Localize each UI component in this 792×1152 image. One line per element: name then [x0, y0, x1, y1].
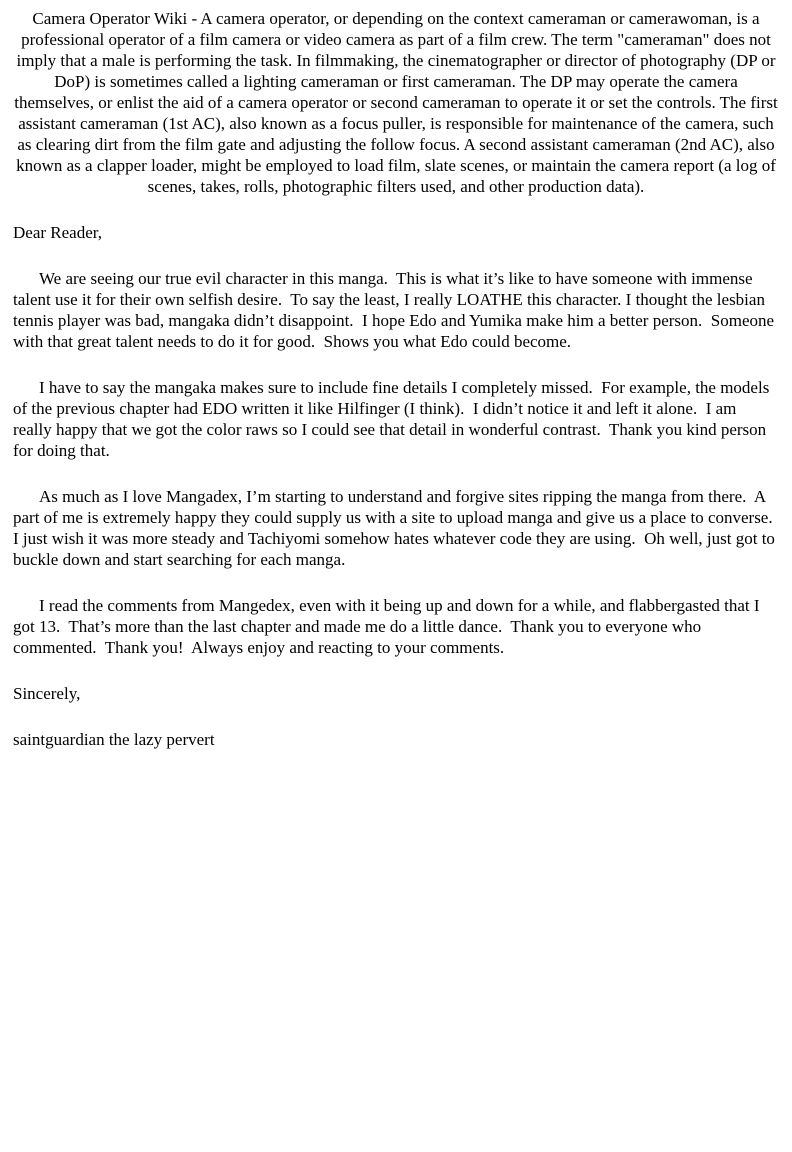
letter-paragraph-3: As much as I love Mangadex, I’m starting to understand and forgive sites ripping the manga from there. A part of me is extremely happy they could supply us with a site to upload manga and give us a place to converse. I just wish it was more steady and Tachiyomi somehow hates whatever code they are using. Oh well, just got to buckle down and start searching for each manga.: [13, 487, 782, 569]
wiki-excerpt-paragraph: Camera Operator Wiki - A camera operator, or depending on the context cameraman or camerawoman, is a professional operator of a film camera or video camera as part of a film crew. The term "cameraman" does not imply that a male is performing the task. In filmmaking, the cinematographer or director of photography (DP or DoP) is sometimes called a lighting cameraman or first cameraman. The DP may operate the camera themselves, or enlist the aid of a camera operator or second cameraman to operate it or set the controls. The first assistant cameraman (1st AC), also known as a focus puller, is responsible for maintenance of the camera, such as clearing dirt from the film gate and adjusting the follow focus. A second assistant cameraman (2nd AC), also known as a clapper loader, might be employed to load film, slate scenes, or maintain the camera report (a log of scenes, takes, rolls, photographic filters used, and other production data).: [14, 9, 782, 196]
letter-paragraph-1: We are seeing our true evil character in this manga. This is what it’s like to have someone with immense talent use it for their own selfish desire. To say the least, I really LOATHE this character. I thought the lesbian tennis player was bad, mangaka didn’t disappoint. I hope Edo and Yumika make him a better person. Someone with that great talent needs to do it for good. Shows you what Edo could become.: [13, 269, 779, 351]
closing: Sincerely,: [13, 684, 81, 703]
letter-paragraph-2: I have to say the mangaka makes sure to include fine details I completely missed. For example, the models of the previous chapter had EDO written it like Hilfinger (I think). I didn’t notice it and left it alone. I am really happy that we got the color raws so I could see that detail in wonderful contrast. Thank you kind person for doing that.: [13, 378, 774, 460]
signature: saintguardian the lazy pervert: [13, 730, 215, 749]
letter-paragraph-4: I read the comments from Mangedex, even with it being up and down for a while, and flabbergasted that I got 13. That’s more than the last chapter and made me do a little dance. Thank you to everyone who commented. Thank you! Always enjoy and reacting to your comments.: [13, 596, 764, 657]
salutation: Dear Reader,: [13, 223, 102, 242]
